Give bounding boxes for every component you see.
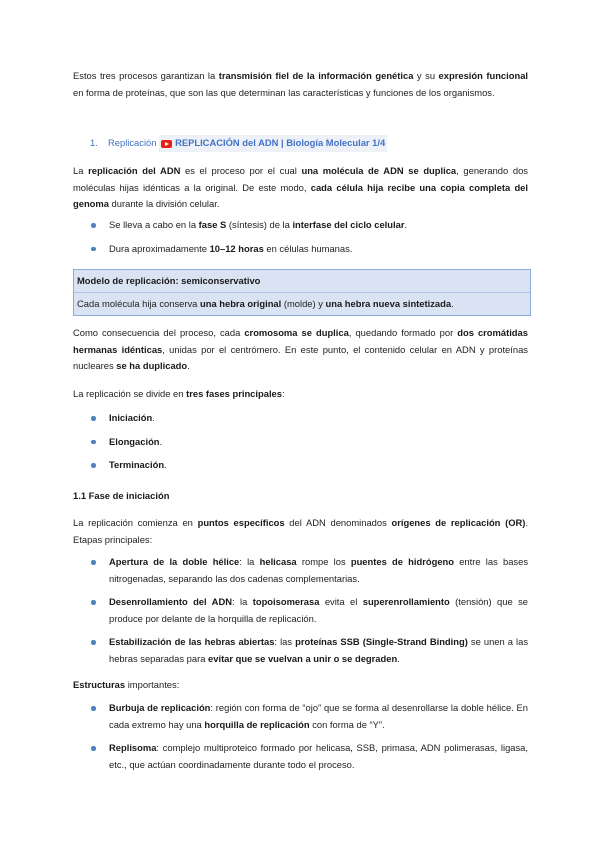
list-item: Dura aproximadamente 10–12 horas en células humanas. bbox=[73, 241, 528, 258]
definition-paragraph: La replicación del ADN es el proceso por el cual una molécula de ADN se duplica, generando dos moléculas hijas idénticas a la original. De este modo, cada célula hija recibe una copia completa del genoma durante la división celular. bbox=[73, 165, 528, 209]
list-item: Apertura de la doble hélice: la helicasa rompe los puentes de hidrógeno entre las bases nitrogenadas, separando las dos cadenas complementarias. bbox=[73, 554, 528, 587]
section-heading-replicacion bbox=[73, 135, 528, 152]
video-link[interactable] bbox=[159, 135, 387, 152]
structures-intro: Estructuras importantes: bbox=[73, 679, 180, 690]
list-item: Desenrollamiento del ADN: la topoisomerasa evita el superenrollamiento (tensión) que se produce por delante de la horquilla de replicación. bbox=[73, 594, 528, 627]
intro-paragraph: Estos tres procesos garantizan la transmisión fiel de la información genética y su expresión funcional en forma de proteínas, que son las que determinan las características y funciones de los organismos. bbox=[73, 70, 529, 98]
phases-intro: La replicación se divide en tres fases principales: bbox=[73, 388, 285, 399]
section-label: Replicación bbox=[108, 137, 157, 148]
section-heading-iniciacion: 1.1 Fase de iniciación bbox=[73, 490, 170, 501]
section-number: 1. bbox=[90, 137, 98, 148]
structures-list bbox=[73, 700, 528, 773]
list-item: Burbuja de replicación: región con forma de “ojo” que se forma al desenrollarse la doble hélice. En cada extremo hay una horquilla de replicación con forma de “Y”. bbox=[73, 700, 528, 733]
list-item: Iniciación. bbox=[73, 410, 528, 427]
consequence-paragraph: Como consecuencia del proceso, cada cromosoma se duplica, quedando formado por dos cromátidas hermanas idénticas, unidas por el centrómero. En este punto, el contenido celular en ADN y proteínas nucleares se ha duplicado. bbox=[73, 327, 528, 371]
list-item: Elongación. bbox=[73, 434, 528, 451]
initiation-paragraph: La replicación comienza en puntos específicos del ADN denominados orígenes de replicación (OR). Etapas principales: bbox=[73, 517, 529, 545]
stages-list bbox=[73, 554, 528, 667]
video-link-text[interactable]: REPLICACIÓN del ADN | Biología Molecular 1/4 bbox=[175, 137, 386, 148]
semiconservative-callout bbox=[73, 269, 531, 316]
list-item: Terminación. bbox=[73, 457, 528, 474]
list-item: Replisoma: complejo multiproteico formado por helicasa, SSB, primasa, ADN polimerasas, ligasa, etc., que actúan coordinadamente durante todo el proceso. bbox=[73, 740, 528, 773]
phases-list bbox=[73, 410, 528, 474]
callout-body: Cada molécula hija conserva una hebra original (molde) y una hebra nueva sintetizada. bbox=[77, 297, 454, 309]
list-item: Estabilización de las hebras abiertas: las proteínas SSB (Single-Strand Binding) se unen a las hebras separadas para evitar que se vuelvan a unir o se degraden. bbox=[73, 634, 528, 667]
facts-list bbox=[73, 217, 528, 257]
youtube-icon bbox=[161, 140, 172, 148]
callout-title: Modelo de replicación: semiconservativo bbox=[74, 270, 530, 293]
list-item: Se lleva a cabo en la fase S (síntesis) de la interfase del ciclo celular. bbox=[73, 217, 528, 234]
